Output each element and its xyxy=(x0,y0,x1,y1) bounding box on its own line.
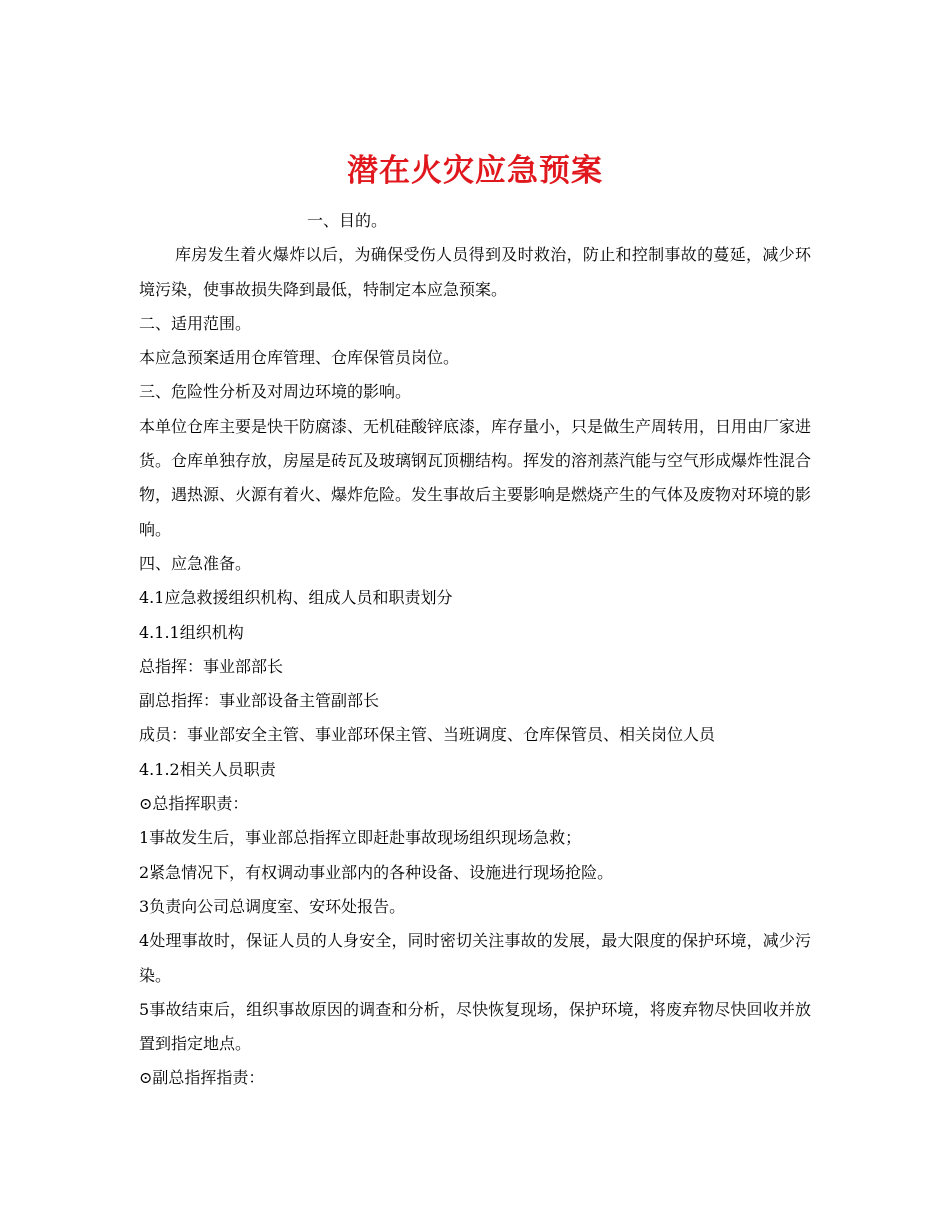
paragraph-scope: 本应急预案适用仓库管理、仓库保管员岗位。 xyxy=(139,348,460,368)
paragraph-purpose: 库房发生着火爆炸以后，为确保受伤人员得到及时救治，防止和控制事故的蔓延，减少环境污染，使事故损失降到最低，特制定本应急预案。 xyxy=(139,245,811,299)
duty-item-3: 3负责向公司总调度室、安环处报告。 xyxy=(139,896,406,916)
paragraph-risk: 本单位仓库主要是快干防腐漆、无机硅酸锌底漆，库存量小，只是做生产周转用，日用由厂家进货。仓库单独存放，房屋是砖瓦及玻璃钢瓦顶棚结构。挥发的溶剂蒸汽能与空气形成爆炸性混合物，遇热源、火源有着火、爆炸危险。发生事故后主要影响是燃烧产生的气体及废物对环境的影响。 xyxy=(139,416,812,539)
list-item-commander: 总指挥：事业部部长 xyxy=(139,656,284,676)
duty-item-4: 4处理事故时，保证人员的人身安全，同时密切关注事故的发展，最大限度的保护环境，减少污染。 xyxy=(139,931,811,985)
subsection-heading-4-1: 4.1应急救援组织机构、组成人员和职责划分 xyxy=(139,588,453,608)
duty-heading-commander: ⊙总指挥职责： xyxy=(139,794,249,814)
section-heading-risk: 三、危险性分析及对周边环境的影响。 xyxy=(139,382,412,402)
section-heading-purpose: 一、目的。 xyxy=(307,211,388,230)
list-item-members: 成员：事业部安全主管、事业部环保主管、当班调度、仓库保管员、相关岗位人员 xyxy=(139,725,716,745)
duty-item-2: 2紧急情况下，有权调动事业部内的各种设备、设施进行现场抢险。 xyxy=(139,862,614,882)
duty-item-1: 1事故发生后，事业部总指挥立即赶赴事故现场组织现场急救； xyxy=(139,828,582,848)
subsection-heading-4-1-1: 4.1.1组织机构 xyxy=(139,622,244,642)
section-heading-preparation: 四、应急准备。 xyxy=(139,553,252,573)
section-heading-scope: 二、适用范围。 xyxy=(139,313,252,333)
subsection-heading-4-1-2: 4.1.2相关人员职责 xyxy=(139,759,276,779)
duty-item-5: 5事故结束后，组织事故原因的调查和分析，尽快恢复现场，保护环境，将废弃物尽快回收并放置到指定地点。 xyxy=(139,999,811,1054)
list-item-deputy-commander: 副总指挥：事业部设备主管副部长 xyxy=(139,691,380,711)
duty-heading-deputy: ⊙副总指挥指责： xyxy=(139,1068,265,1088)
document-body xyxy=(139,204,811,1096)
document-title: 潜在火灾应急预案 xyxy=(347,152,603,189)
